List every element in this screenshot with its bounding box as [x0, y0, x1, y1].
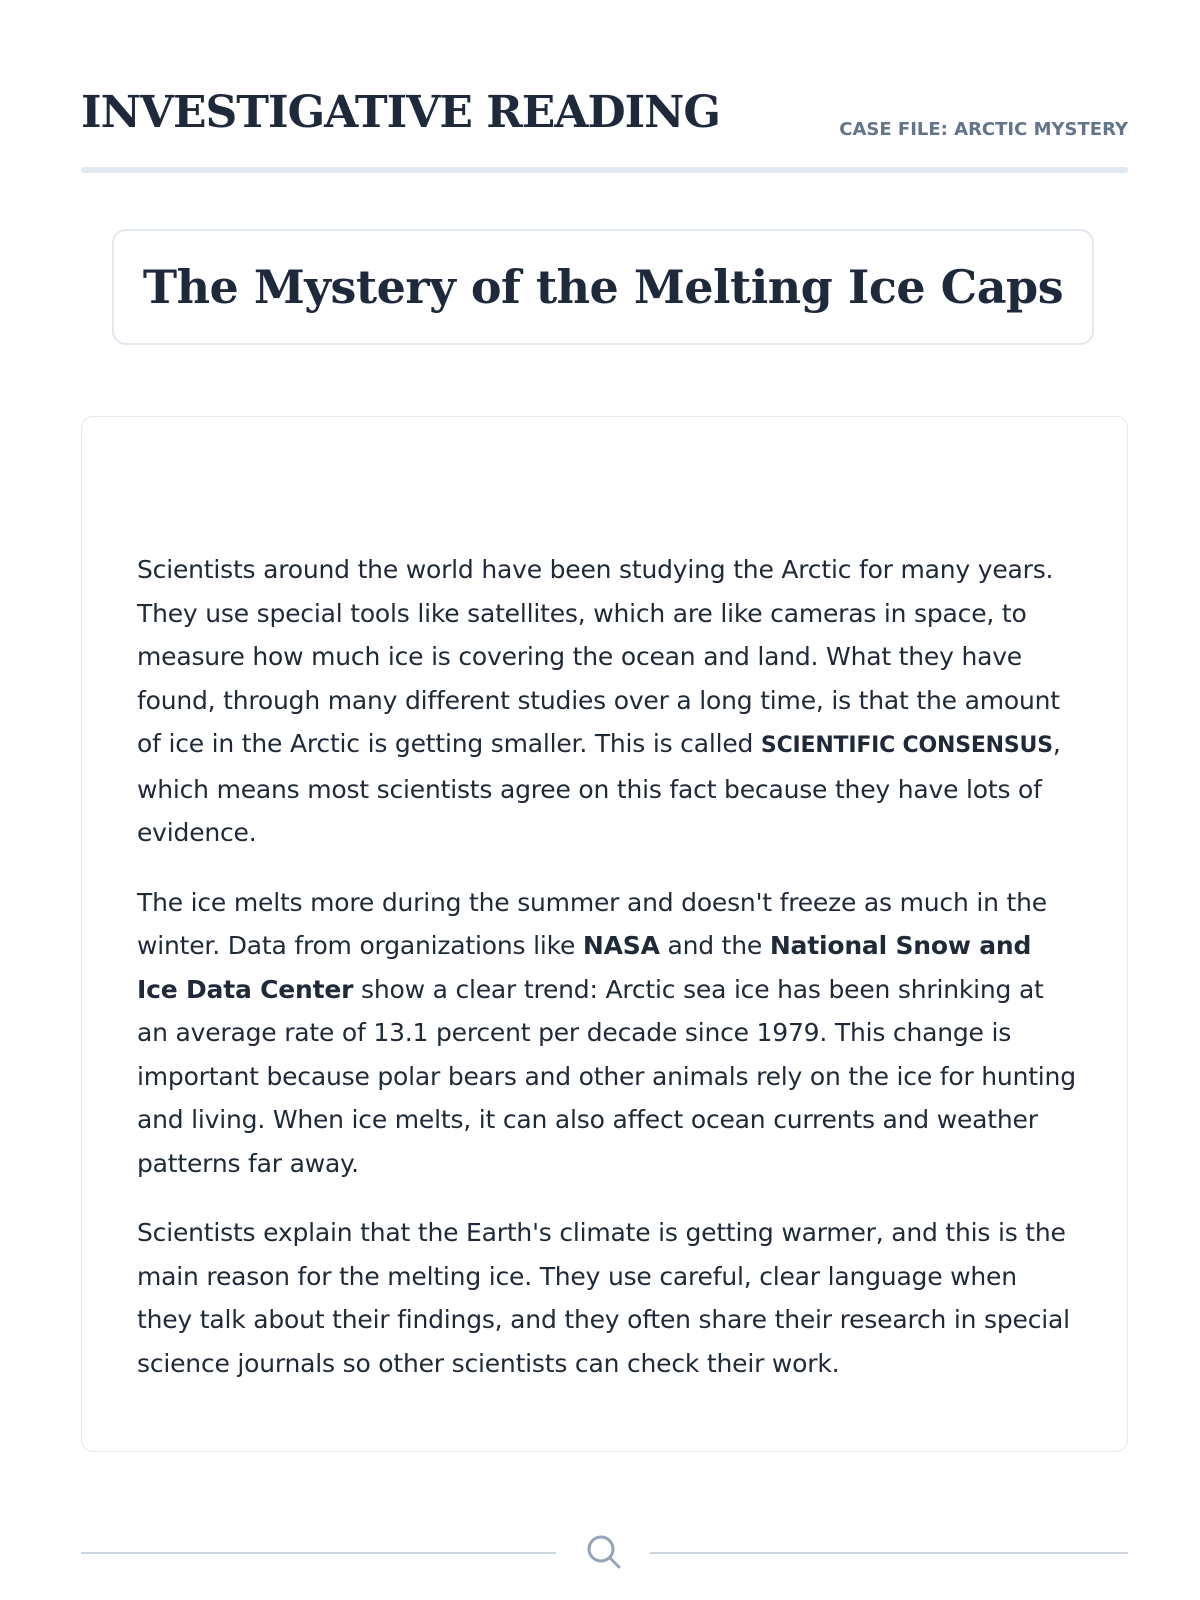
article-card	[81, 416, 1128, 1452]
paragraph-2-text-end: show a clear trend: Arctic sea ice has been shrinking at an average rate of 13.1 percent per decade since 1979. This change is important because polar bears and other animals rely on the ice for hunting and living. When ice melts, it can also affect ocean currents and weather patterns far away.	[137, 974, 1076, 1178]
article-body	[137, 548, 1077, 1411]
paragraph-1-text-before: Scientists around the world have been studying the Arctic for many years. They use special tools like satellites, which are like cameras in space, to measure how much ice is covering the ocean and land. What they have found, through many different studies over a long time, is that the amount of ice in the Arctic is getting smaller. This is called	[137, 555, 1060, 758]
paragraph-2-text-start: The ice melts more during the summer and doesn't freeze as much in the winter. Data from organizations like	[137, 887, 1047, 960]
case-file-label: CASE FILE: ARCTIC MYSTERY	[839, 119, 1128, 140]
footer-divider-right	[650, 1552, 1128, 1554]
paragraph-2	[137, 881, 1077, 1186]
paragraph-2-text-mid: and the	[659, 931, 770, 960]
brand-title: INVESTIGATIVE READING	[81, 87, 720, 138]
search-icon	[584, 1532, 624, 1572]
paragraph-3-text: Scientists explain that the Earth's climate is getting warmer, and this is the main reason for the melting ice. They use careful, clear language when they talk about their findings, and they often share their research in special science journals so other scientists can check their work.	[137, 1218, 1070, 1378]
title-card	[112, 229, 1094, 345]
header-divider	[81, 167, 1128, 173]
org-nsidc: National Snow and Ice Data Center	[137, 931, 1032, 1004]
paragraph-3	[137, 1211, 1077, 1385]
article-title: The Mystery of the Melting Ice Caps	[142, 260, 1064, 314]
footer-divider-left	[81, 1552, 556, 1554]
paragraph-1-text-after: , which means most scientists agree on this fact because they have lots of evidence.	[137, 729, 1061, 847]
key-term-scientific-consensus: SCIENTIFIC CONSENSUS	[760, 733, 1053, 758]
paragraph-1	[137, 548, 1077, 855]
page-header	[81, 84, 1128, 174]
org-nasa: NASA	[582, 931, 660, 960]
